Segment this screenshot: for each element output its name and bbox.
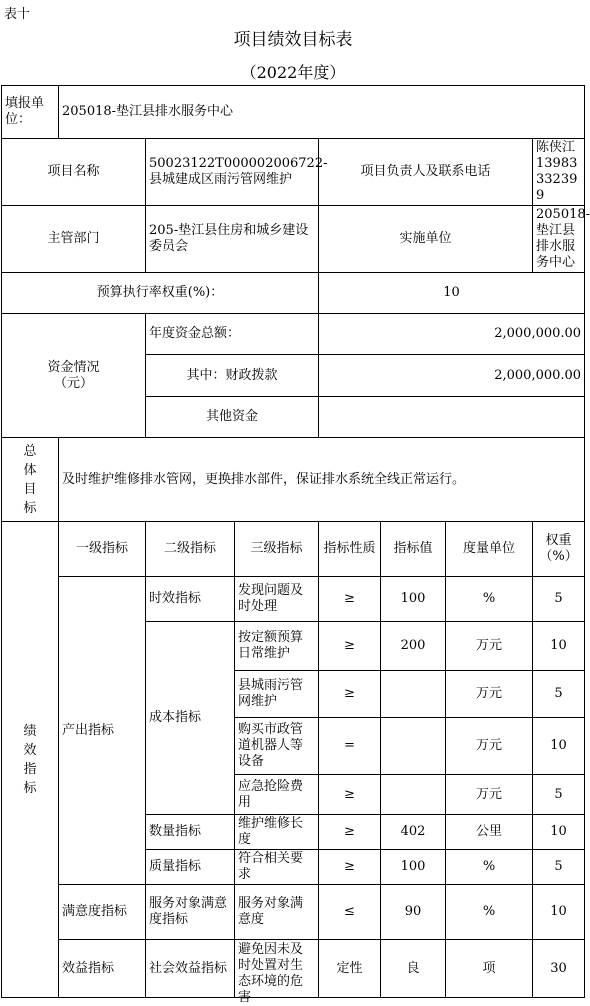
unit-cell: 公里	[446, 815, 533, 850]
level3-name: 服务对象满意度	[235, 885, 319, 940]
header-level3: 三级指标	[235, 522, 319, 577]
value-cell: 90	[381, 885, 446, 940]
level3-name: 按定额预算日常维护	[235, 622, 319, 671]
nature-cell: ≥	[319, 577, 381, 622]
level2-quantity: 数量指标	[146, 815, 235, 850]
unit-cell: 项	[446, 940, 533, 998]
budget-weight-label: 预算执行率权重(%)：	[2, 273, 319, 314]
nature-cell: =	[319, 718, 381, 775]
level2-quality: 质量指标	[146, 850, 235, 885]
fill-unit-value: 205018-垫江县排水服务中心	[59, 86, 585, 139]
level3-name: 县城雨污管网维护	[235, 671, 319, 718]
level3-name: 应急抢险费用	[235, 775, 319, 815]
funds-label: 资金情况（元）	[2, 314, 146, 438]
table-number: 表十	[4, 7, 31, 22]
performance-table	[1, 85, 590, 1005]
value-cell	[381, 718, 446, 775]
project-name-value: 50023122T000002006722-县城建成区雨污管网维护	[149, 156, 328, 187]
header-unit: 度量单位	[446, 522, 533, 577]
level1-output: 产出指标	[59, 577, 146, 885]
funds-total-label: 年度资金总额：	[146, 314, 319, 355]
unit-cell: 万元	[446, 622, 533, 671]
level3-name: 符合相关要求	[235, 850, 319, 885]
level1-benefit: 效益指标	[59, 940, 146, 998]
weight-cell: 10	[533, 885, 585, 940]
nature-cell: ≥	[319, 850, 381, 885]
unit-cell: %	[446, 885, 533, 940]
nature-cell: ≤	[319, 885, 381, 940]
weight-cell: 10	[533, 622, 585, 671]
level3-name: 发现问题及时处理	[235, 577, 319, 622]
perf-label: 绩效指标	[2, 522, 59, 998]
nature-cell: 定性	[319, 940, 381, 998]
value-cell	[381, 671, 446, 718]
funds-total-value: 2,000,000.00	[319, 314, 585, 355]
funds-fiscal-label: 其中：财政拨款	[146, 355, 319, 397]
value-cell: 100	[381, 577, 446, 622]
level3-name: 维护维修长度	[235, 815, 319, 850]
budget-weight-value: 10	[319, 273, 585, 314]
overall-goal-label: 总体目标	[2, 438, 59, 522]
weight-cell: 10	[533, 815, 585, 850]
header-value: 指标值	[381, 522, 446, 577]
header-level2: 二级指标	[146, 522, 235, 577]
unit-cell: %	[446, 850, 533, 885]
unit-cell: %	[446, 577, 533, 622]
funds-other-label: 其他资金	[146, 397, 319, 438]
level2-social: 社会效益指标	[146, 940, 235, 998]
level1-satisfaction: 满意度指标	[59, 885, 146, 940]
nature-cell: ≥	[319, 622, 381, 671]
weight-cell: 5	[533, 577, 585, 622]
nature-cell: ≥	[319, 815, 381, 850]
level2-cost: 成本指标	[146, 622, 235, 815]
weight-cell: 5	[533, 775, 585, 815]
weight-cell: 5	[533, 850, 585, 885]
value-cell: 200	[381, 622, 446, 671]
leader-label: 项目负责人及联系电话	[319, 139, 533, 206]
weight-cell: 5	[533, 671, 585, 718]
funds-other-value	[319, 397, 585, 438]
project-name-label: 项目名称	[2, 139, 146, 206]
level2-timeliness: 时效指标	[146, 577, 235, 622]
overall-goal-text: 及时维护维修排水管网，更换排水部件，保证排水系统全线正常运行。	[59, 438, 585, 522]
value-cell: 100	[381, 850, 446, 885]
dept-label: 主管部门	[2, 206, 146, 273]
dept-value: 205-垫江县住房和城乡建设委员会	[146, 206, 319, 273]
nature-cell: ≥	[319, 671, 381, 718]
level3-name: 避免因未及时处置对生态环境的危害	[238, 941, 304, 1005]
impl-value: 205018-垫江县排水服务中心	[533, 206, 585, 273]
value-cell: 良	[381, 940, 446, 998]
nature-cell: ≥	[319, 775, 381, 815]
impl-label: 实施单位	[319, 206, 533, 273]
funds-fiscal-value: 2,000,000.00	[319, 355, 585, 397]
header-level1: 一级指标	[59, 522, 146, 577]
header-nature: 指标性质	[319, 522, 381, 577]
weight-cell: 30	[533, 940, 585, 998]
page-title: 项目绩效目标表	[233, 30, 353, 50]
value-cell	[381, 775, 446, 815]
unit-cell: 万元	[446, 718, 533, 775]
year-subtitle: （2022年度）	[240, 63, 346, 82]
weight-cell: 10	[533, 718, 585, 775]
level3-name: 购买市政管道机器人等设备	[235, 718, 319, 775]
unit-cell: 万元	[446, 671, 533, 718]
unit-cell: 万元	[446, 775, 533, 815]
level2-service: 服务对象满意度指标	[146, 885, 235, 940]
value-cell: 402	[381, 815, 446, 850]
leader-value: 陈侠江 13983332399	[533, 139, 585, 206]
header-weight: 权重（%）	[533, 522, 585, 577]
fill-unit-label: 填报单位：	[2, 86, 59, 139]
